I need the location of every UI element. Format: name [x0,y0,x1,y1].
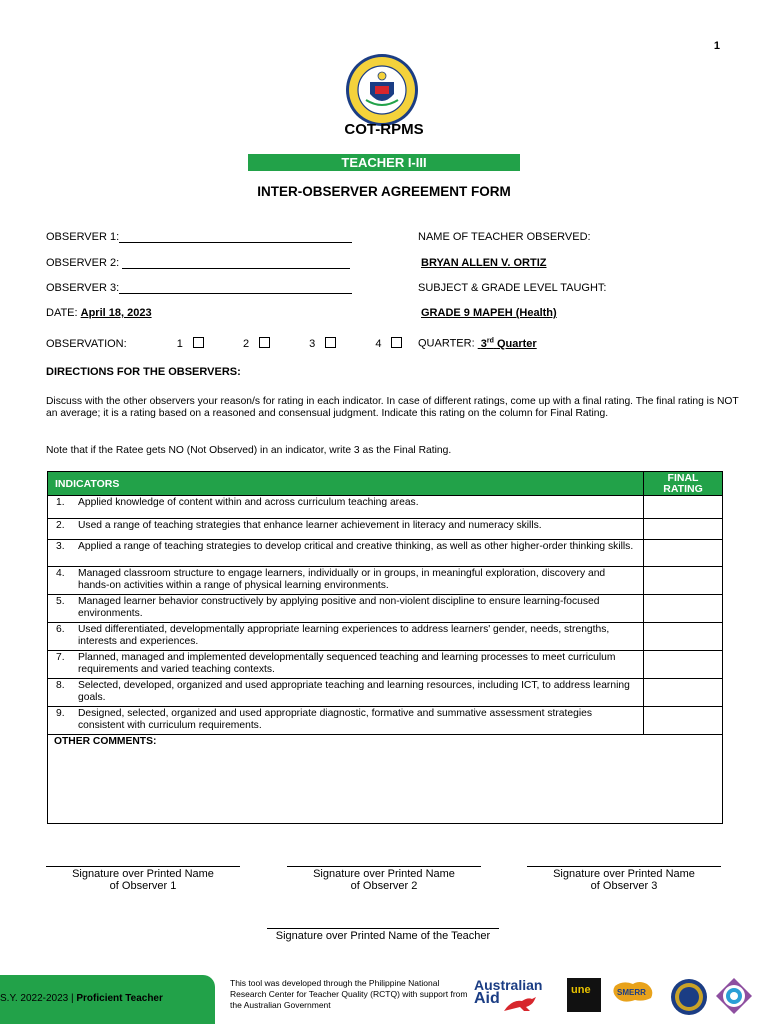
date-value[interactable]: April 18, 2023 [80,307,152,319]
indicator-number: 1. [56,497,65,508]
indicator-number: 8. [56,680,65,691]
observer-2-signature-line[interactable] [287,866,481,867]
observer-2-field [46,257,350,269]
directions-note: Note that if the Ratee gets NO (Not Observed) in an indicator, write 3 as the Final Rating. [46,445,452,456]
table-row [48,651,723,679]
observation-2-checkbox[interactable] [259,337,270,348]
observer-3-field [46,282,352,294]
australian-aid-logo: Australian Aid [474,977,543,1007]
indicator-text: Managed classroom structure to engage learners, individually or in groups, in meaningful exploration, discovery and hands-on activities within a range of physical learning environments. [78,568,606,591]
observation-4-checkbox[interactable] [391,337,402,348]
form-title: INTER-OBSERVER AGREEMENT FORM [257,184,511,199]
observation-3-checkbox[interactable] [325,337,336,348]
observer-2-signature-caption: Signature over Printed Name of Observer 2 [313,868,455,892]
final-rating-header: FINAL RATING [644,472,723,496]
indicators-header: INDICATORS [48,472,644,496]
indicator-text: Applied knowledge of content within and across curriculum teaching areas. [78,497,419,508]
indicator-number: 9. [56,708,65,719]
directions-heading: DIRECTIONS FOR THE OBSERVERS: [46,366,241,378]
table-row [48,519,723,540]
observer-1-input[interactable] [119,231,352,243]
smerr-logo: SMERR [609,978,659,1012]
quarter-field [418,337,537,350]
directions-paragraph: Discuss with the other observers your reason/s for rating in each indicator. In case of different ratings, come up with a final rating. The final rating is NOT an average; it is a rating based on a reasoned and consensual judgment. Indicate this rating on the column for Final Rating. [46,396,739,419]
document-title: COT-RPMS [344,121,424,138]
subject-value[interactable]: GRADE 9 MAPEH (Health) [421,307,557,319]
final-rating-cell[interactable] [644,540,723,567]
kangaroo-icon [502,995,538,1013]
observer-2-label: OBSERVER 2: [46,257,120,269]
other-comments-label: OTHER COMMENTS: [54,736,157,747]
observation-label: OBSERVATION: [46,338,127,350]
teacher-value[interactable]: BRYAN ALLEN V. ORTIZ [421,257,547,269]
table-row [48,595,723,623]
indicator-text: Used a range of teaching strategies that enhance learner achievement in literacy and numeracy skills. [78,520,542,531]
footer-rctq-note: This tool was developed through the Philippine National Research Center for Teacher Quality (RCTQ) with support from the Australian Government [230,978,468,1010]
table-row [48,679,723,707]
observer-1-signature-caption: Signature over Printed Name of Observer 1 [72,868,214,892]
indicator-number: 3. [56,541,65,552]
indicator-number: 5. [56,596,65,607]
teacher-signature-caption: Signature over Printed Name of the Teacher [275,930,491,942]
subject-label: SUBJECT & GRADE LEVEL TAUGHT: [418,282,607,294]
teacher-level-banner: TEACHER I-III [248,154,520,171]
final-rating-cell[interactable] [644,519,723,540]
teacher-signature-line[interactable] [267,928,499,929]
observer-3-input[interactable] [119,282,352,294]
indicator-text: Designed, selected, organized and used appropriate diagnostic, formative and summative assessment strategies consistent with curriculum requirements. [78,708,592,731]
observer-3-label: OBSERVER 3: [46,282,120,294]
final-rating-cell[interactable] [644,595,723,623]
indicator-text: Planned, managed and implemented developmentally sequenced teaching and learning processes to meet curriculum requirements and varied teaching contexts. [78,652,616,675]
observer-3-signature-caption: Signature over Printed Name of Observer 3 [553,868,695,892]
observation-2-label: 2 [242,338,250,350]
date-field [46,307,152,319]
indicator-text: Selected, developed, organized and used appropriate teaching and learning resources, including ICT, to address learning goals. [78,680,630,703]
final-rating-cell[interactable] [644,707,723,735]
indicators-table [47,471,723,824]
indicator-number: 6. [56,624,65,635]
une-logo: une [567,978,601,1012]
final-rating-cell[interactable] [644,567,723,595]
final-rating-cell[interactable] [644,496,723,519]
deped-seal-icon [344,52,420,128]
teacher-label: NAME OF TEACHER OBSERVED: [418,231,591,243]
indicator-text: Applied a range of teaching strategies to develop critical and creative thinking, as well as other higher-order thinking skills. [78,541,634,552]
indicator-text: Managed learner behavior constructively by applying positive and non-violent discipline to ensure learning-focused environments. [78,596,600,619]
observer-2-input[interactable] [122,257,350,269]
quarter-label: QUARTER: [418,337,475,350]
observation-field [46,337,402,350]
observer-1-signature-line[interactable] [46,866,240,867]
quarter-value[interactable]: 3rd Quarter [480,337,537,350]
observation-1-checkbox[interactable] [193,337,204,348]
final-rating-cell[interactable] [644,651,723,679]
other-comments-box[interactable] [48,735,723,824]
page-number: 1 [713,40,720,52]
table-row [48,496,723,519]
table-row [48,540,723,567]
observer-1-field [46,231,352,243]
indicator-number: 2. [56,520,65,531]
date-label: DATE: [46,307,78,319]
observer-3-signature-line[interactable] [527,866,721,867]
table-row [48,623,723,651]
table-row [48,707,723,735]
indicator-number: 4. [56,568,65,579]
observation-1-label: 1 [176,338,183,350]
indicator-text: Used differentiated, developmentally appropriate learning experiences to address learners' gender, needs, strengths, interests and experiences. [78,624,610,647]
indicator-number: 7. [56,652,65,663]
final-rating-cell[interactable] [644,623,723,651]
rctq-logo-icon [714,976,754,1016]
observation-3-label: 3 [309,338,316,350]
final-rating-cell[interactable] [644,679,723,707]
footer-school-year: S.Y. 2022-2023 | Proficient Teacher [0,993,163,1004]
university-seal-icon [670,978,708,1016]
observation-4-label: 4 [375,338,382,350]
observer-1-label: OBSERVER 1: [46,231,120,243]
table-row [48,567,723,595]
